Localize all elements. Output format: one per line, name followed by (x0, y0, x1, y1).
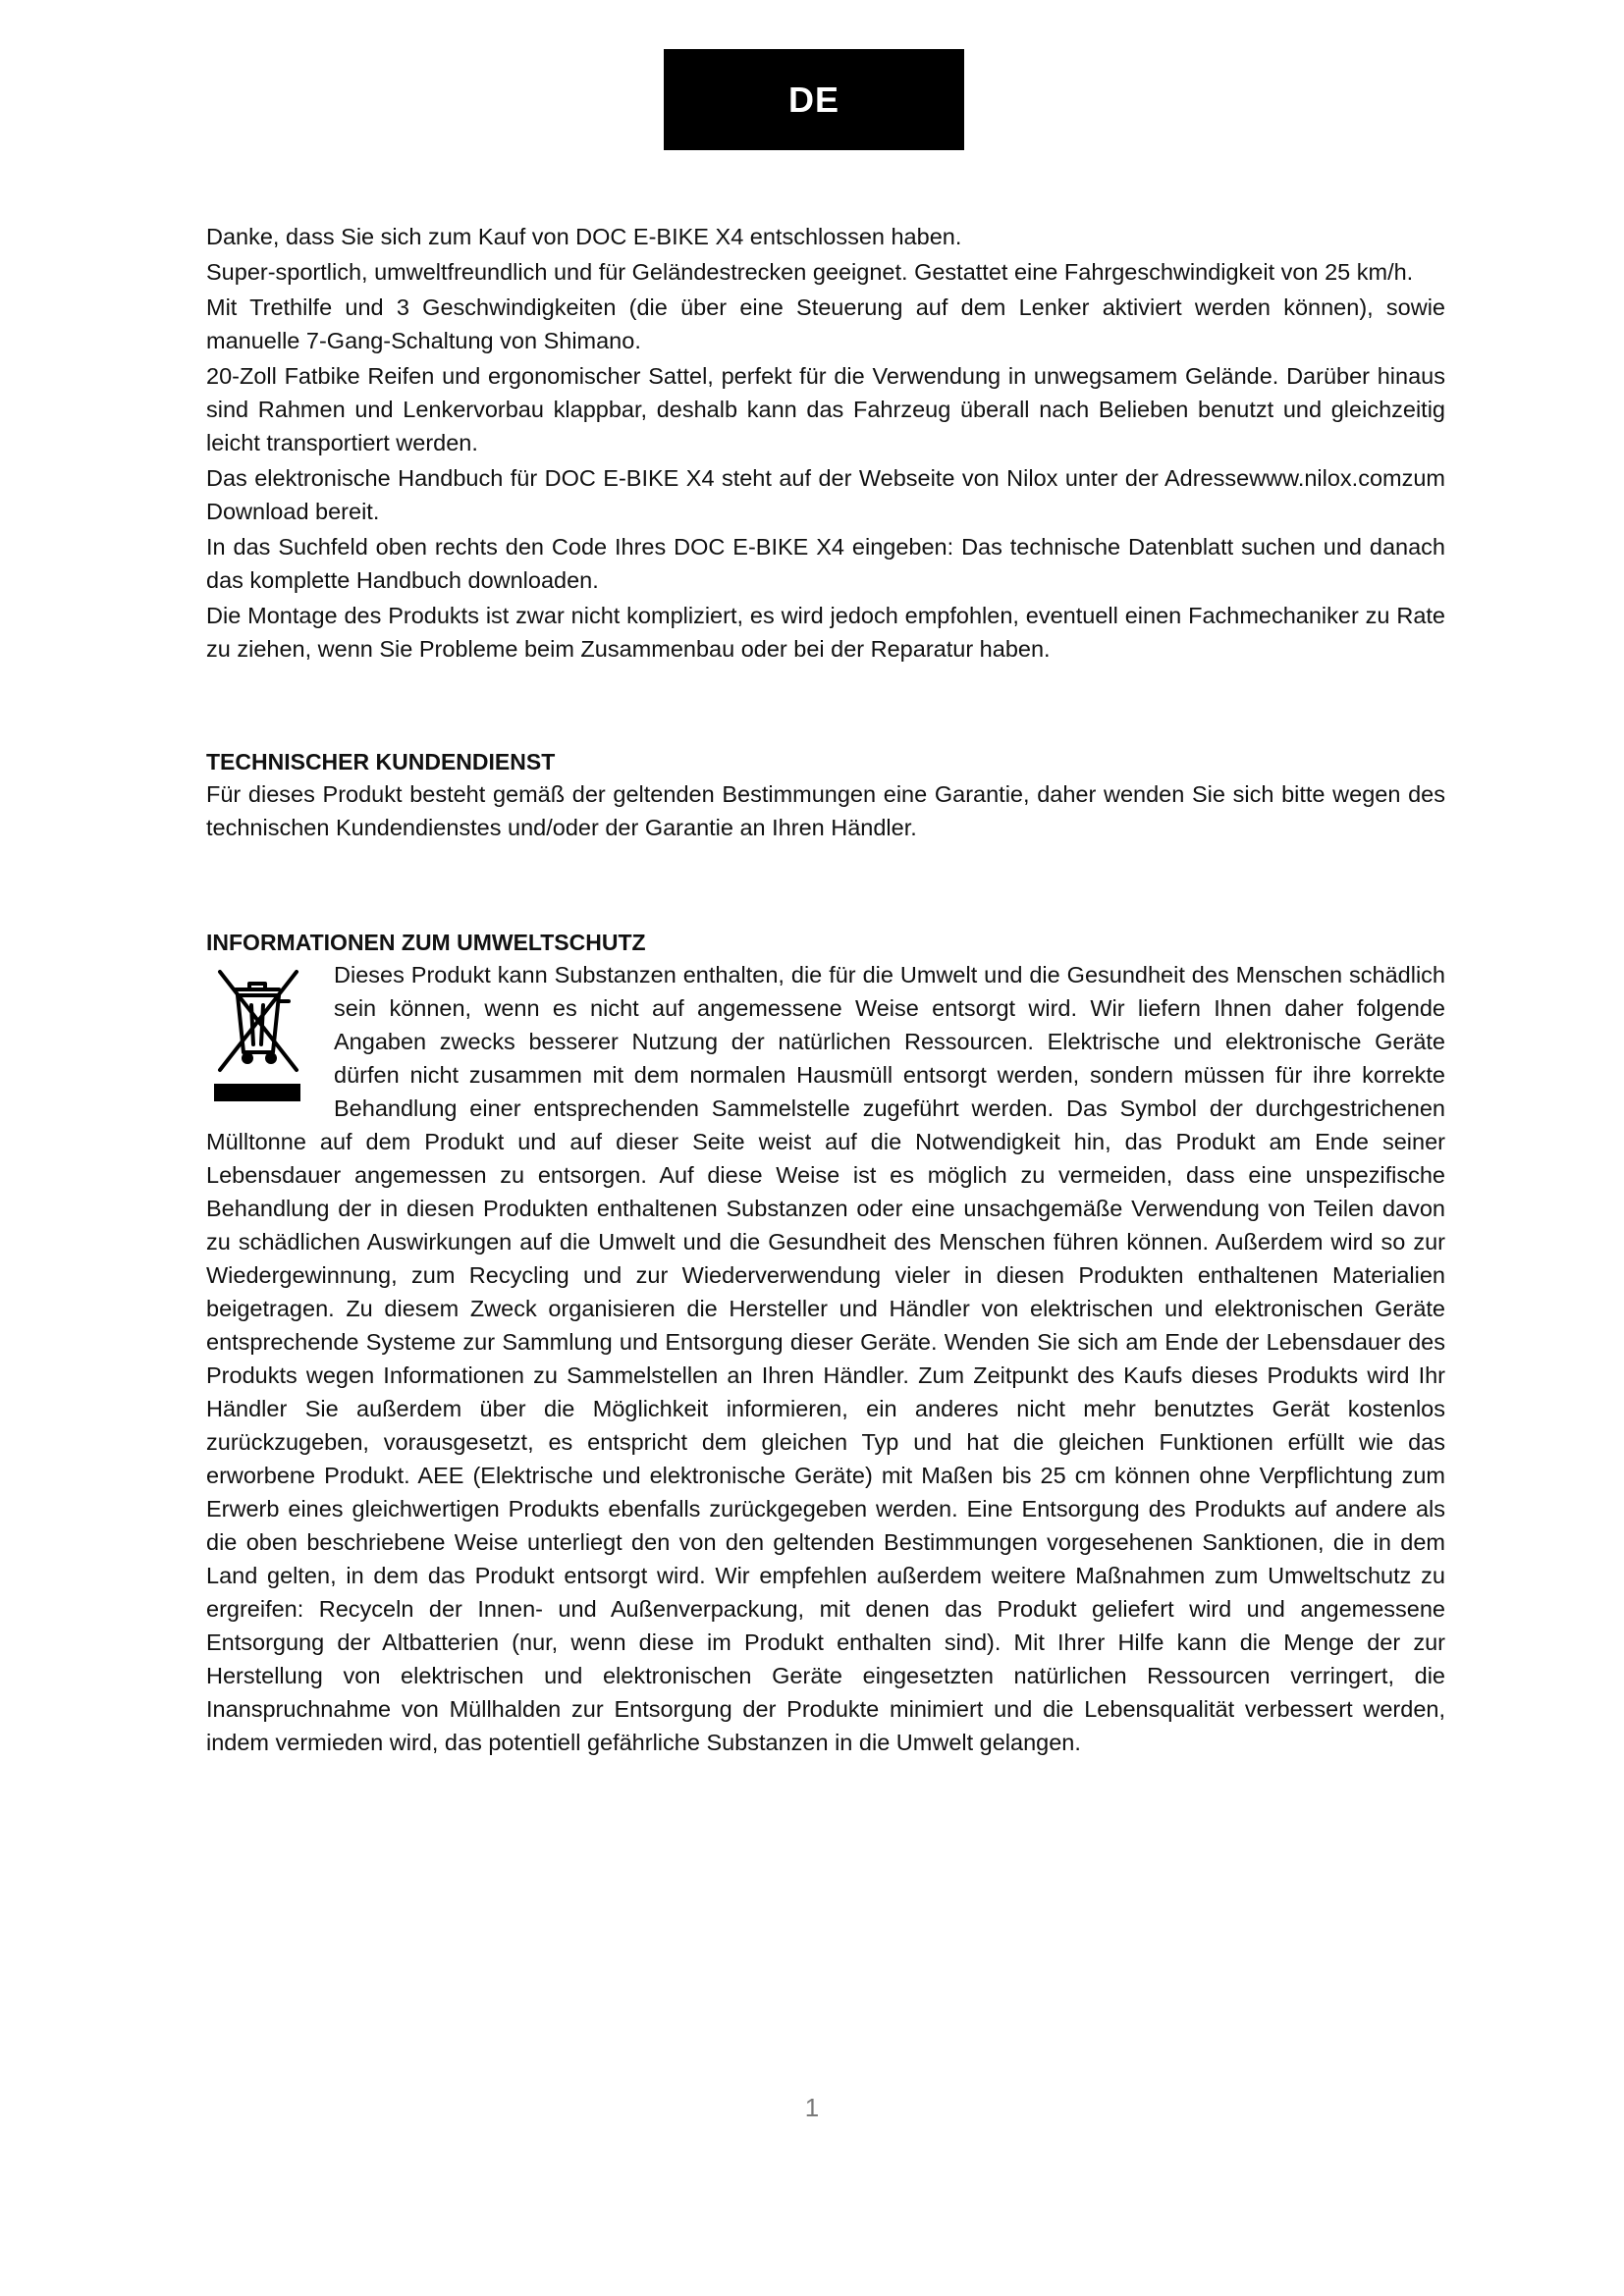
intro-paragraph: Mit Trethilfe und 3 Geschwindigkeiten (die über eine Steuerung auf dem Lenker aktiviert werden können), sowie manuelle 7-Gang-Schaltung von Shimano. (206, 294, 1445, 353)
intro-paragraph: Die Montage des Produkts ist zwar nicht kompliziert, es wird jedoch empfohlen, eventuell einen Fachmechaniker zu Rate zu ziehen, wenn Sie Probleme beim Zusammenbau oder bei der Reparatur haben. (206, 603, 1445, 662)
language-badge: DE (664, 49, 964, 150)
service-heading: TECHNISCHER KUNDENDIENST (206, 749, 556, 774)
crossed-out-wheelie-bin-icon (206, 962, 308, 1107)
intro-paragraph: Super-sportlich, umweltfreundlich und für Geländestrecken geeignet. Gestattet eine Fahrgeschwindigkeit von 25 km/h. (206, 259, 1414, 285)
service-section (206, 746, 1445, 844)
document-body (206, 220, 1445, 1759)
page-number: 1 (804, 2093, 820, 2122)
intro-paragraph: Danke, dass Sie sich zum Kauf von DOC E-BIKE X4 entschlossen haben. (206, 224, 962, 249)
intro-section (206, 220, 1445, 666)
environment-heading: INFORMATIONEN ZUM UMWELTSCHUTZ (206, 930, 646, 955)
intro-paragraph: Das elektronische Handbuch für DOC E-BIKE X4 steht auf der Webseite von Nilox unter der Adressewww.nilox.comzum Download bereit. (206, 465, 1445, 524)
environment-text: Dieses Produkt kann Substanzen enthalten, die für die Umwelt und die Gesundheit des Menschen schädlich sein können, wenn es nicht auf angemessene Weise entsorgt wird. Wir liefern Ihnen daher folgende Angaben zwecks besserer Nutzung der natürlichen Ressourcen. Elektrische und elektronische Geräte dürfen nicht zusammen mit dem normalen Hausmüll entsorgt werden, sondern müssen für ihre korrekte Behandlung einer entsprechenden Sammelstelle zugeführt werden. Das Symbol der durchgestrichenen Mülltonne auf dem Produkt und auf dieser Seite weist auf die Notwendigkeit hin, das Produkt am Ende seiner Lebensdauer angemessen zu entsorgen. Auf diese Weise ist es möglich zu vermeiden, dass eine unspezifische Behandlung der in diesen Produkten enthaltenen Substanzen oder eine unsachgemäße Verwendung von Teilen davon zu schädlichen Auswirkungen auf die Umwelt und die Gesundheit des Menschen führen können. Außerdem wird so zur Wiedergewinnung, zum Recycling und zur Wiederverwendung vieler in diesen Produkten enthaltenen Materialien beigetragen. Zu diesem Zweck organisieren die Hersteller und Händler von elektrischen und elektronischen Geräte entsprechende Systeme zur Sammlung und Entsorgung dieser Geräte. Wenden Sie sich am Ende der Lebensdauer des Produkts wegen Informationen zu Sammelstellen an Ihren Händler. Zum Zeitpunkt des Kaufs dieses Produkts wird Ihr Händler Sie außerdem über die Möglichkeit informieren, ein anderes nicht mehr benutztes Gerät kostenlos zurückzugeben, vorausgesetzt, es entspricht dem gleichen Typ und hat die gleichen Funktionen erfüllt wie das erworbene Produkt. AEE (Elektrische und elektronische Geräte) mit Maßen bis 25 cm können ohne Verpflichtung zum Erwerb eines gleichwertigen Produkts ebenfalls zurückgegeben werden. Eine Entsorgung des Produkts auf andere als die oben beschriebene Weise unterliegt den von den geltenden Bestimmungen vorgesehenen Sanktionen, die in dem Land gelten, in dem das Produkt entsorgt wird. Wir empfehlen außerdem weitere Maßnahmen zum Umweltschutz zu ergreifen: Recyceln der Innen- und Außenverpackung, mit denen das Produkt geliefert wird und angemessene Entsorgung der Altbatterien (nur, wenn diese im Produkt enthalten sind). Mit Ihrer Hilfe kann die Menge der zur Herstellung von elektrischen und elektronischen Geräte eingesetzten natürlichen Ressourcen verringert, die Inanspruchnahme von Müllhalden zur Entsorgung der Produkte minimiert und die Lebensqualität verbessert werden, indem vermieden wird, das potentiell gefährliche Substanzen in die Umwelt gelangen. (206, 962, 1445, 1755)
service-text: Für dieses Produkt besteht gemäß der geltenden Bestimmungen eine Garantie, daher wenden Sie sich bitte wegen des technischen Kundendienstes und/oder der Garantie an Ihren Händler. (206, 781, 1445, 840)
intro-paragraph: In das Suchfeld oben rechts den Code Ihres DOC E-BIKE X4 eingeben: Das technische Datenblatt suchen und danach das komplette Handbuch downloaden. (206, 534, 1445, 593)
environment-section (206, 927, 1445, 1759)
intro-paragraph: 20-Zoll Fatbike Reifen und ergonomischer Sattel, perfekt für die Verwendung in unwegsamem Gelände. Darüber hinaus sind Rahmen und Lenkervorbau klappbar, deshalb kann das Fahrzeug überall nach Belieben benutzt und gleichzeitig leicht transportiert werden. (206, 363, 1445, 455)
